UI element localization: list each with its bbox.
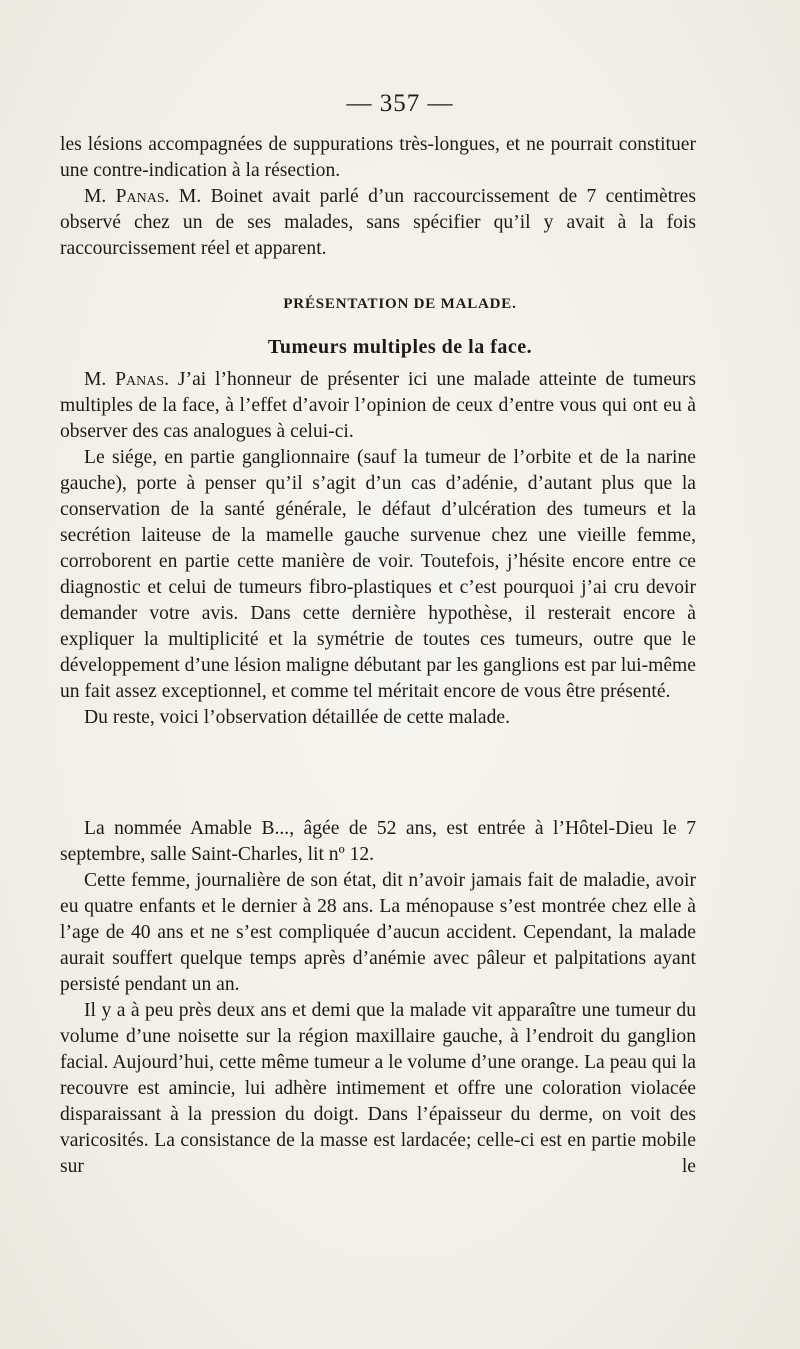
text-block-continuation xyxy=(60,132,696,262)
section-subtitle: Tumeurs multiples de la face. xyxy=(267,336,533,358)
text-block-presentation xyxy=(60,367,696,731)
paragraph-patient-history: Cette femme, journalière de son état, dit n’avoir jamais fait de maladie, avoir eu quatre enfants et le dernier à 28 ans. La ménopause s’est montrée chez elle à l’age de 40 ans et ne s’est compliquée d’aucun accident. Cependant, la malade aurait souffert quelque temps après d’anémie avec pâleur et palpitations ayant persisté pendant un an. xyxy=(60,870,696,995)
text-block-observation xyxy=(60,816,696,1180)
paragraph-tumor-description: Il y a à peu près deux ans et demi que la malade vit apparaître une tumeur du volume d’une noisette sur la région maxillaire gauche, à l’endroit du ganglion facial. Aujourd’hui, cette même tumeur a le volume d’une orange. La peau qui la recouvre est amincie, lui adhère intimement et offre une coloration violacée disparaissant à la pression du doigt. Dans l’épaisseur du derme, on voit des varicosités. La consistance de la masse est lardacée; celle-ci est en partie mobile sur le xyxy=(60,1000,696,1177)
paragraph-patient-admission: La nommée Amable B..., âgée de 52 ans, est entrée à l’Hôtel-Dieu le 7 septembre, salle Saint-Charles, lit nº 12. xyxy=(60,818,696,865)
paragraph-diagnosis: Le siége, en partie ganglionnaire (sauf la tumeur de l’orbite et de la narine gauche), porte à penser qu’il s’agit d’un cas d’adénie, d’autant plus que la conservation de la santé générale, le défaut d’ulcération des tumeurs et la secrétion laiteuse de la mamelle gauche survenue chez une vieille femme, corroborent en partie cette manière de voir. Toutefois, j’hésite encore entre ce diagnostic et celui de tumeurs fibro-plastiques et c’est pourquoi j’ai cru devoir demander votre avis. Dans cette dernière hypothèse, il resterait encore à expliquer la multiplicité et la symétrie de toutes ces tumeurs, outre que le développement d’une lésion maligne débutant par les ganglions est par lui-même un fait assez exceptionnel, et comme tel méritait encore de vous être présenté. xyxy=(60,447,696,702)
paragraph-text: M. Boinet avait parlé d’un raccourcissement de 7 centimètres observé chez un de ses malades, sans spécifier qu’il y avait à la fois raccourcissement réel et apparent. xyxy=(60,186,696,259)
paragraph-observation-intro: Du reste, voici l’observation détaillée de cette malade. xyxy=(84,707,510,728)
speaker-name: M. Panas. xyxy=(84,186,170,207)
paragraph-continuation: les lésions accompagnées de suppurations très-longues, et ne pourrait constituer une contre-indication à la résection. xyxy=(60,134,696,181)
paragraph-text: J’ai l’honneur de présenter ici une malade atteinte de tumeurs multiples de la face, à l’effet d’avoir l’opinion de ceux d’entre vous qui ont eu à observer des cas analogues à celui-ci. xyxy=(60,369,696,442)
paragraph-presentation-intro xyxy=(60,367,696,445)
paragraph-panas-reply xyxy=(60,184,696,262)
page-number: — 357 — xyxy=(346,90,454,117)
speaker-name: M. Panas. xyxy=(84,369,170,390)
section-title: PRÉSENTATION DE MALADE. xyxy=(283,296,517,312)
